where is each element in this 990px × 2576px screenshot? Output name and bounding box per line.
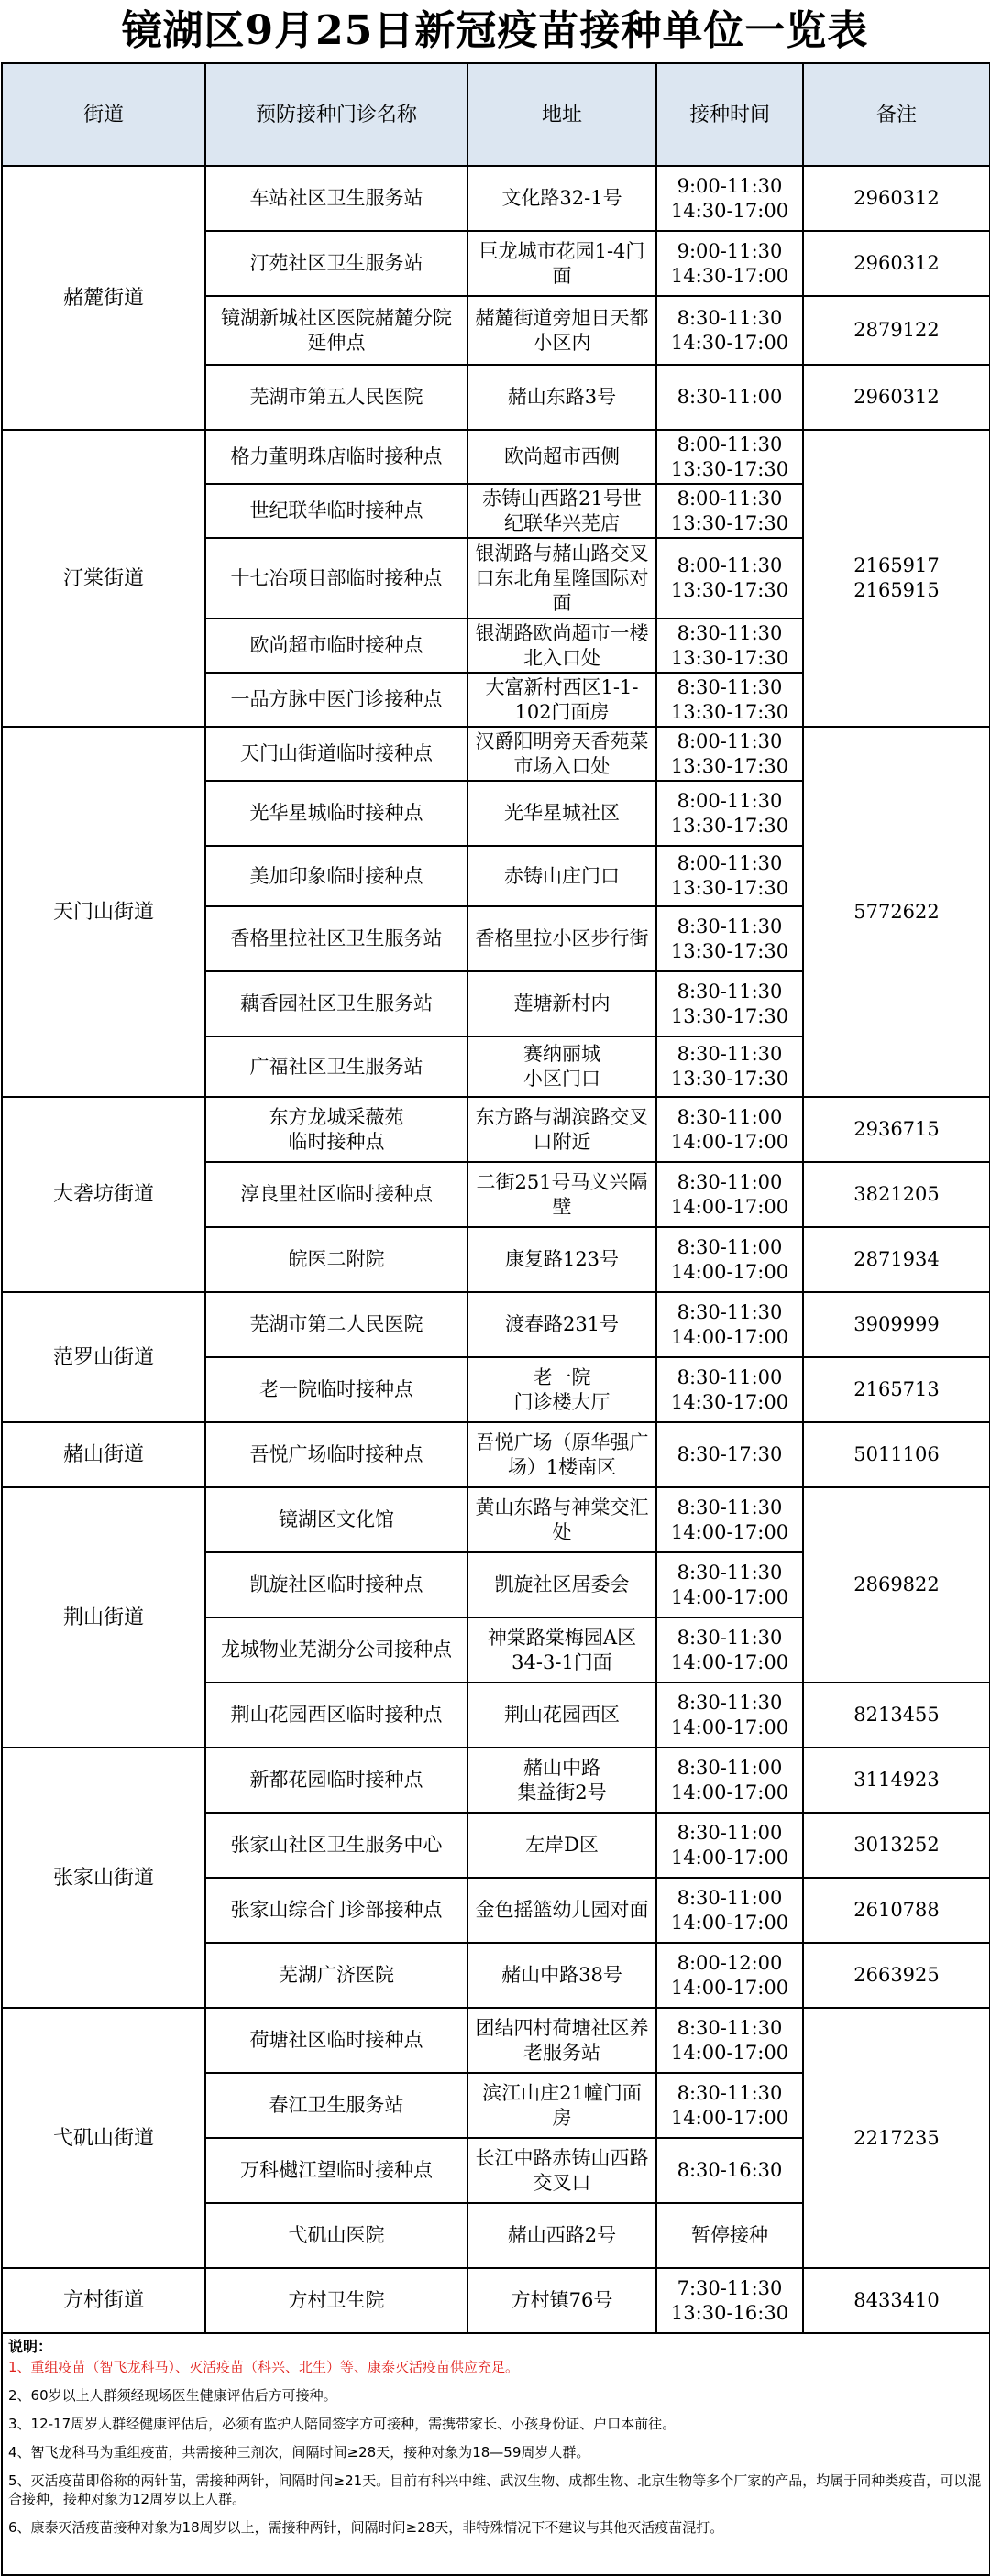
time-cell: 8:30-11:30 13:30-17:30: [656, 673, 803, 727]
note-cell: 8433410: [803, 2268, 990, 2333]
clinic-name-cell: 凯旋社区临时接种点: [205, 1552, 468, 1617]
street-cell: 方村街道: [2, 2268, 205, 2333]
time-cell: 8:30-11:30 14:00-17:00: [656, 1552, 803, 1617]
note-cell: 3909999: [803, 1292, 990, 1357]
address-cell: 滨江山庄21幢门面房: [468, 2073, 656, 2138]
note-cell: 2165917 2165915: [803, 430, 990, 727]
time-cell: 8:30-11:00 14:00-17:00: [656, 1748, 803, 1813]
address-cell: 荆山花园西区: [468, 1683, 656, 1748]
table-row: [2, 727, 990, 781]
table-row: [2, 166, 990, 231]
note-item: 2、60岁以上人群须经现场医生健康评估后方可接种。: [8, 2387, 337, 2404]
time-cell: 8:30-11:30 14:00-17:00: [656, 1617, 803, 1683]
clinic-name-cell: 香格里拉社区卫生服务站: [205, 906, 468, 971]
clinic-name-cell: 弋矶山医院: [205, 2203, 468, 2268]
time-cell: 8:30-11:30 14:00-17:00: [656, 2008, 803, 2073]
address-cell: 赭山西路2号: [468, 2203, 656, 2268]
time-cell: 8:00-12:00 14:00-17:00: [656, 1943, 803, 2008]
time-cell: 8:30-16:30: [656, 2138, 803, 2203]
note-cell: 2936715: [803, 1097, 990, 1162]
clinic-name-cell: 张家山综合门诊部接种点: [205, 1878, 468, 1943]
clinic-name-cell: 一品方脉中医门诊接种点: [205, 673, 468, 727]
clinic-name-cell: 十七冶项目部临时接种点: [205, 538, 468, 619]
table-row: [2, 1748, 990, 1813]
time-cell: 8:30-11:30 13:30-17:30: [656, 619, 803, 673]
note-cell: 3013252: [803, 1813, 990, 1878]
clinic-name-cell: 格力董明珠店临时接种点: [205, 430, 468, 484]
address-cell: 赭山中路38号: [468, 1943, 656, 2008]
note-item: 4、智飞龙科马为重组疫苗，共需接种三剂次，间隔时间≥28天，接种对象为18—59周岁人群。: [8, 2444, 590, 2461]
clinic-name-cell: 美加印象临时接种点: [205, 846, 468, 906]
street-cell: 天门山街道: [2, 727, 205, 1097]
table-row: [2, 2008, 990, 2073]
clinic-name-cell: 荆山花园西区临时接种点: [205, 1683, 468, 1748]
time-cell: 8:00-11:30 13:30-17:30: [656, 727, 803, 781]
street-cell: 大砻坊街道: [2, 1097, 205, 1292]
clinic-name-cell: 方村卫生院: [205, 2268, 468, 2333]
clinic-name-cell: 镜湖新城社区医院赭麓分院延伸点: [205, 296, 468, 365]
street-cell: 汀棠街道: [2, 430, 205, 727]
notes-heading: 说明：: [8, 2338, 53, 2355]
address-cell: 大富新村西区1-1-102门面房: [468, 673, 656, 727]
note-cell: 2879122: [803, 296, 990, 365]
street-cell: 赭山街道: [2, 1422, 205, 1487]
time-cell: 8:30-11:00 14:00-17:00: [656, 1097, 803, 1162]
clinic-name-cell: 皖医二附院: [205, 1227, 468, 1292]
address-cell: 银湖路与赭山路交叉口东北角星隆国际对面: [468, 538, 656, 619]
address-cell: 渡春路231号: [468, 1292, 656, 1357]
note-cell: 2663925: [803, 1943, 990, 2008]
address-cell: 赭麓街道旁旭日天都小区内: [468, 296, 656, 365]
table-body: [2, 166, 990, 2333]
address-cell: 黄山东路与神棠交汇处: [468, 1487, 656, 1552]
note-cell: 2610788: [803, 1878, 990, 1943]
clinic-name-cell: 春江卫生服务站: [205, 2073, 468, 2138]
time-cell: 8:30-11:00 14:00-17:00: [656, 1162, 803, 1227]
clinic-name-cell: 龙城物业芜湖分公司接种点: [205, 1617, 468, 1683]
table-row: [2, 1487, 990, 1552]
time-cell: 8:30-11:00 14:00-17:00: [656, 1227, 803, 1292]
clinic-name-cell: 荷塘社区临时接种点: [205, 2008, 468, 2073]
time-cell: 8:30-11:00 14:00-17:00: [656, 1813, 803, 1878]
header-note: 备注: [803, 63, 990, 166]
clinic-name-cell: 天门山街道临时接种点: [205, 727, 468, 781]
note-cell: 3114923: [803, 1748, 990, 1813]
time-cell: 8:30-11:30 13:30-17:30: [656, 971, 803, 1036]
address-cell: 赤铸山西路21号世纪联华兴芜店: [468, 484, 656, 538]
clinic-name-cell: 东方龙城采薇苑 临时接种点: [205, 1097, 468, 1162]
clinic-name-cell: 汀苑社区卫生服务站: [205, 231, 468, 296]
table-row: [2, 1422, 990, 1487]
time-cell: 8:30-11:30 14:00-17:00: [656, 1487, 803, 1552]
page-title: 镜湖区9月25日新冠疫苗接种单位一览表: [121, 7, 869, 54]
address-cell: 长江中路赤铸山西路交叉口: [468, 2138, 656, 2203]
street-cell: 赭麓街道: [2, 166, 205, 430]
time-cell: 8:30-11:30 14:00-17:00: [656, 1683, 803, 1748]
address-cell: 左岸D区: [468, 1813, 656, 1878]
header-address: 地址: [468, 63, 656, 166]
address-cell: 方村镇76号: [468, 2268, 656, 2333]
clinic-name-cell: 淳良里社区临时接种点: [205, 1162, 468, 1227]
clinic-name-cell: 车站社区卫生服务站: [205, 166, 468, 231]
clinic-name-cell: 藕香园社区卫生服务站: [205, 971, 468, 1036]
time-cell: 9:00-11:30 14:30-17:00: [656, 231, 803, 296]
address-cell: 东方路与湖滨路交叉口附近: [468, 1097, 656, 1162]
note-cell: 5772622: [803, 727, 990, 1097]
clinic-name-cell: 吾悦广场临时接种点: [205, 1422, 468, 1487]
time-cell: 8:30-11:30 13:30-17:30: [656, 906, 803, 971]
clinic-name-cell: 老一院临时接种点: [205, 1357, 468, 1422]
address-cell: 香格里拉小区步行街: [468, 906, 656, 971]
clinic-name-cell: 世纪联华临时接种点: [205, 484, 468, 538]
header-clinic-name: 预防接种门诊名称: [205, 63, 468, 166]
note-cell: 2871934: [803, 1227, 990, 1292]
header-time: 接种时间: [656, 63, 803, 166]
clinic-name-cell: 镜湖区文化馆: [205, 1487, 468, 1552]
note-cell: 2960312: [803, 166, 990, 231]
note-cell: 2960312: [803, 365, 990, 430]
address-cell: 二街251号马义兴隔壁: [468, 1162, 656, 1227]
time-cell: 8:00-11:30 13:30-17:30: [656, 538, 803, 619]
time-cell: 9:00-11:30 14:30-17:00: [656, 166, 803, 231]
note-item: 6、康泰灭活疫苗接种对象为18周岁以上，需接种两针，间隔时间≥28天，非特殊情况下不建议与其他灭活疫苗混打。: [8, 2519, 724, 2536]
address-cell: 银湖路欧尚超市一楼北入口处: [468, 619, 656, 673]
time-cell: 8:30-11:30 14:30-17:00: [656, 296, 803, 365]
address-cell: 汉爵阳明旁天香苑菜市场入口处: [468, 727, 656, 781]
note-cell: 8213455: [803, 1683, 990, 1748]
clinic-name-cell: 芜湖广济医院: [205, 1943, 468, 2008]
note-cell: 2165713: [803, 1357, 990, 1422]
address-cell: 赤铸山庄门口: [468, 846, 656, 906]
clinic-name-cell: 张家山社区卫生服务中心: [205, 1813, 468, 1878]
street-cell: 荆山街道: [2, 1487, 205, 1748]
table-row: [2, 2268, 990, 2333]
clinic-name-cell: 芜湖市第五人民医院: [205, 365, 468, 430]
header-street: 街道: [2, 63, 205, 166]
address-cell: 赭山东路3号: [468, 365, 656, 430]
time-cell: 8:30-11:00: [656, 365, 803, 430]
table-row: [2, 1097, 990, 1162]
address-cell: 文化路32-1号: [468, 166, 656, 231]
address-cell: 神棠路棠梅园A区34-3-1门面: [468, 1617, 656, 1683]
note-cell: 2869822: [803, 1487, 990, 1683]
time-cell: 8:30-11:30 14:00-17:00: [656, 1292, 803, 1357]
note-item: 5、灭活疫苗即俗称的两针苗，需接种两针，间隔时间≥21天。目前有科兴中维、武汉生物、成都生物、北京生物等多个厂家的产品，均属于同种类疫苗，可以混合接种，接种对象为12周岁以上人群。: [8, 2472, 982, 2507]
note-item: 1、重组疫苗（智飞龙科马）、灭活疫苗（科兴、北生）等、康泰灭活疫苗供应充足。: [8, 2359, 520, 2375]
clinic-name-cell: 广福社区卫生服务站: [205, 1036, 468, 1097]
address-cell: 欧尚超市西侧: [468, 430, 656, 484]
address-cell: 莲塘新村内: [468, 971, 656, 1036]
note-item: 3、12-17周岁人群经健康评估后，必须有监护人陪同签字方可接种，需携带家长、小孩身份证、户口本前往。: [8, 2416, 676, 2432]
note-cell: 2217235: [803, 2008, 990, 2268]
time-cell: 7:30-11:30 13:30-16:30: [656, 2268, 803, 2333]
time-cell: 8:00-11:30 13:30-17:30: [656, 484, 803, 538]
time-cell: 8:30-11:30 14:00-17:00: [656, 2073, 803, 2138]
time-cell: 8:00-11:30 13:30-17:30: [656, 430, 803, 484]
address-cell: 老一院 门诊楼大厅: [468, 1357, 656, 1422]
time-cell: 8:30-17:30: [656, 1422, 803, 1487]
time-cell: 暂停接种: [656, 2203, 803, 2268]
time-cell: 8:00-11:30 13:30-17:30: [656, 846, 803, 906]
address-cell: 凯旋社区居委会: [468, 1552, 656, 1617]
clinic-name-cell: 万科樾江望临时接种点: [205, 2138, 468, 2203]
note-cell: 3821205: [803, 1162, 990, 1227]
clinic-name-cell: 光华星城临时接种点: [205, 781, 468, 846]
time-cell: 8:30-11:00 14:30-17:00: [656, 1357, 803, 1422]
table-row: [2, 430, 990, 484]
clinic-name-cell: 新都花园临时接种点: [205, 1748, 468, 1813]
street-cell: 弋矶山街道: [2, 2008, 205, 2268]
address-cell: 金色摇篮幼儿园对面: [468, 1878, 656, 1943]
address-cell: 吾悦广场（原华强广场）1楼南区: [468, 1422, 656, 1487]
note-cell: 2960312: [803, 231, 990, 296]
vaccination-table: [1, 62, 990, 2334]
street-cell: 范罗山街道: [2, 1292, 205, 1422]
time-cell: 8:00-11:30 13:30-17:30: [656, 781, 803, 846]
clinic-name-cell: 欧尚超市临时接种点: [205, 619, 468, 673]
address-cell: 巨龙城市花园1-4门面: [468, 231, 656, 296]
address-cell: 光华星城社区: [468, 781, 656, 846]
note-cell: 5011106: [803, 1422, 990, 1487]
notes-section: [1, 2334, 990, 2576]
address-cell: 赛纳丽城 小区门口: [468, 1036, 656, 1097]
table-header-row: [2, 63, 990, 166]
clinic-name-cell: 芜湖市第二人民医院: [205, 1292, 468, 1357]
address-cell: 赭山中路 集益街2号: [468, 1748, 656, 1813]
street-cell: 张家山街道: [2, 1748, 205, 2008]
address-cell: 康复路123号: [468, 1227, 656, 1292]
time-cell: 8:30-11:30 13:30-17:30: [656, 1036, 803, 1097]
address-cell: 团结四村荷塘社区养老服务站: [468, 2008, 656, 2073]
table-row: [2, 1292, 990, 1357]
time-cell: 8:30-11:00 14:00-17:00: [656, 1878, 803, 1943]
